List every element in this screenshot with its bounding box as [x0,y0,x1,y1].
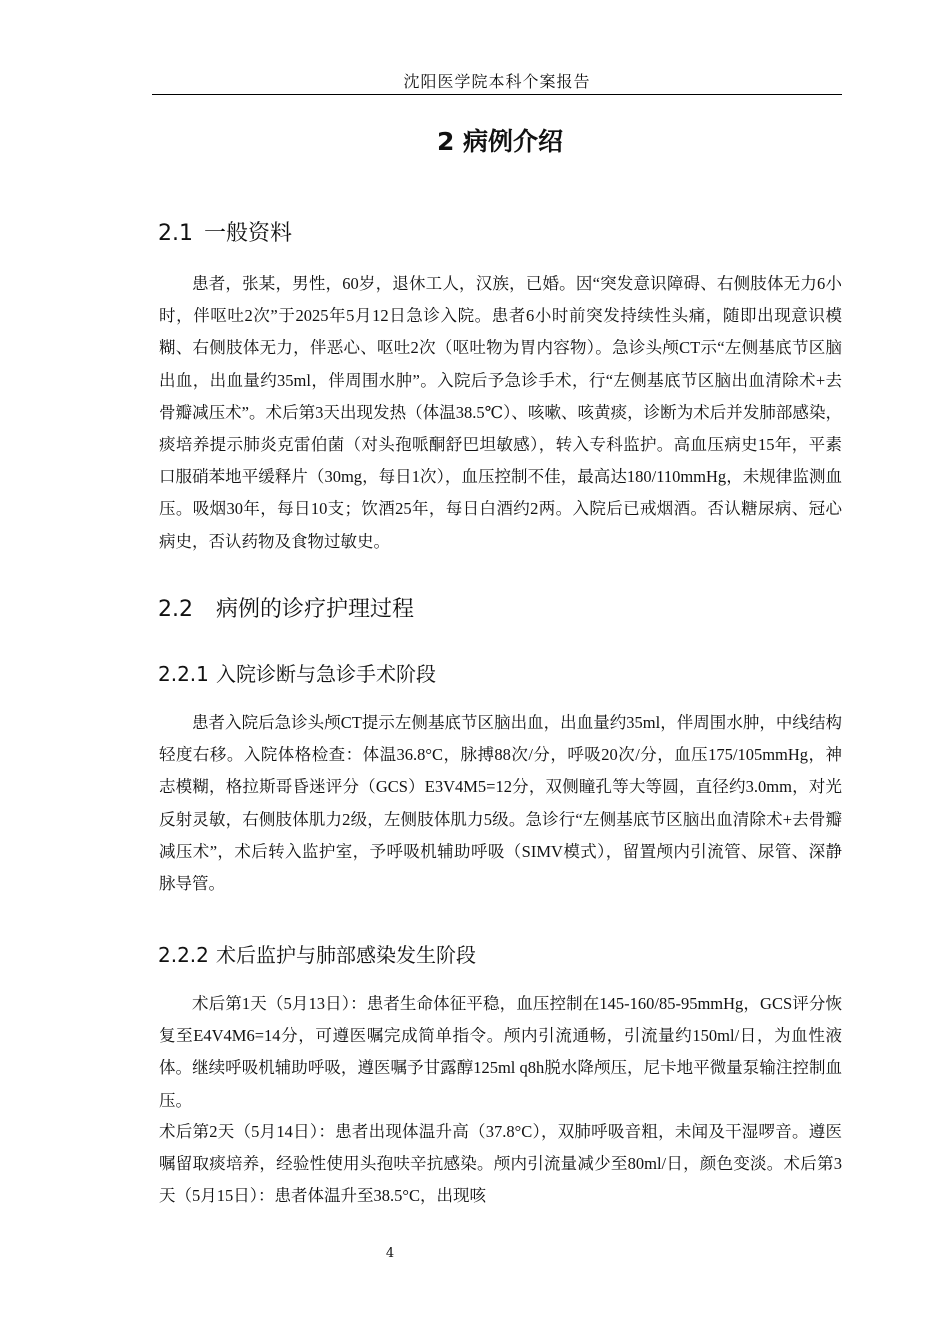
section-number: 2.2.2 [158,943,209,967]
section-number: 2.2 [158,597,193,622]
section-heading-2-2-1 [158,658,436,687]
section-title: 术后监护与肺部感染发生阶段 [216,943,476,967]
page-number: 4 [385,1246,395,1261]
section-title: 入院诊断与急诊手术阶段 [216,662,436,686]
section-heading-2-2 [158,592,414,623]
section-title: 一般资料 [204,221,293,246]
running-header: 沈阳医学院本科个案报告 [403,72,591,91]
section-number: 2.2.1 [158,662,209,686]
paragraph-admission: 患者入院后急诊头颅CT提示左侧基底节区脑出血，出血量约35ml，伴周围水肿，中线结构轻度右移。入院体格检查：体温36.8°C，脉搏88次/分，呼吸20次/分，血压175/105mmHg，神志模糊，格拉斯哥昏迷评分（GCS）E3V4M5=12分，双侧瞳孔等大等圆，直径约3.0mm，对光反射灵敏，右侧肢体肌力2级，左侧肢体肌力5级。急诊行“左侧基底节区脑出血清除术+去骨瓣减压术”，术后转入监护室，予呼吸机辅助呼吸（SIMV模式），留置颅内引流管、尿管、深静脉导管。 [159,713,842,894]
paragraph-postop-day1: 术后第1天（5月13日）：患者生命体征平稳，血压控制在145-160/85-95mmHg，GCS评分恢复至E4V4M6=14分，可遵医嘱完成简单指令。颅内引流通畅，引流量约150ml/日，为血性液体。继续呼吸机辅助呼吸，遵医嘱予甘露醇125ml q8h脱水降颅压，尼卡地平微量泵输注控制血压。 [159,994,842,1110]
section-title: 病例的诊疗护理过程 [216,597,415,622]
section-heading-2-1 [158,216,292,247]
section-number: 2.1 [158,221,193,246]
chapter-title: 2 病例介绍 [436,127,564,156]
paragraph-general-info: 患者，张某，男性，60岁，退休工人，汉族，已婚。因“突发意识障碍、右侧肢体无力6小时，伴呕吐2次”于2025年5月12日急诊入院。患者6小时前突发持续性头痛，随即出现意识模糊、右侧肢体无力，伴恶心、呕吐2次（呕吐物为胃内容物）。急诊头颅CT示“左侧基底节区脑出血，出血量约35ml，伴周围水肿”。入院后予急诊手术，行“左侧基底节区脑出血清除术+去骨瓣减压术”。术后第3天出现发热（体温38.5℃）、咳嗽、咳黄痰，诊断为术后并发肺部感染，痰培养提示肺炎克雷伯菌（对头孢哌酮舒巴坦敏感），转入专科监护。高血压病史15年，平素口服硝苯地平缓释片（30mg，每日1次），血压控制不佳，最高达180/110mmHg，未规律监测血压。吸烟30年，每日10支；饮酒25年，每日白酒约2两。入院后已戒烟酒。否认糖尿病、冠心病史，否认药物及食物过敏史。 [159,274,842,551]
paragraph-postop-day2: 术后第2天（5月14日）：患者出现体温升高（37.8°C），双肺呼吸音粗，未闻及干湿啰音。遵医嘱留取痰培养，经验性使用头孢呋辛抗感染。颅内引流量减少至80ml/日，颜色变淡。术后第3天（5月15日）：患者体温升至38.5°C，出现咳 [159,1122,842,1206]
header-rule [152,94,842,95]
section-heading-2-2-2 [158,939,476,968]
